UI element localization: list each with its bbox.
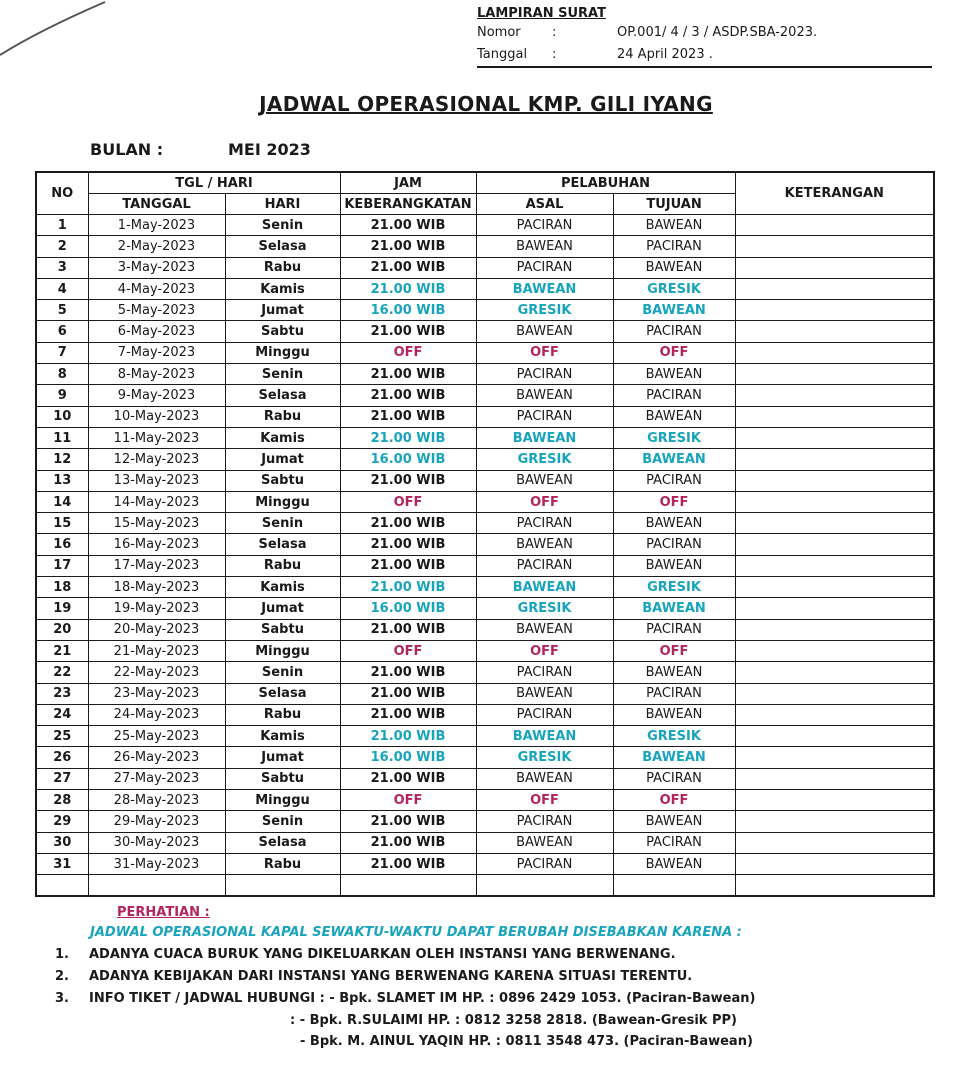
row-keterangan [735, 257, 934, 278]
row-keterangan [735, 364, 934, 385]
table-row [36, 853, 934, 874]
header-keterangan: KETERANGAN [735, 172, 934, 215]
row-destination: PACIRAN [613, 832, 735, 853]
row-destination: OFF [613, 790, 735, 811]
table-row [36, 747, 934, 768]
row-day: Minggu [225, 790, 340, 811]
row-destination: PACIRAN [613, 683, 735, 704]
table-row [36, 577, 934, 598]
row-keterangan [735, 406, 934, 427]
row-day: Jumat [225, 747, 340, 768]
contact-line-3: - Bpk. M. AINUL YAQIN HP. : 0811 3548 473. (Paciran-Bawean) [300, 1034, 753, 1049]
row-day: Minggu [225, 342, 340, 363]
table-row [36, 491, 934, 512]
row-origin: BAWEAN [476, 427, 613, 448]
row-departure-time: 16.00 WIB [340, 449, 476, 470]
bulan-value: MEI 2023 [228, 140, 311, 159]
tanggal-value: 24 April 2023 . [617, 47, 713, 62]
row-origin: PACIRAN [476, 704, 613, 725]
header-no: NO [36, 172, 88, 215]
row-day: Jumat [225, 300, 340, 321]
row-day: Rabu [225, 555, 340, 576]
row-number: 31 [36, 853, 88, 874]
row-departure-time: 21.00 WIB [340, 811, 476, 832]
table-row [36, 321, 934, 342]
row-departure-time: 21.00 WIB [340, 768, 476, 789]
row-departure-time: 16.00 WIB [340, 747, 476, 768]
row-date: 13-May-2023 [88, 470, 225, 491]
table-row [36, 640, 934, 661]
perhatian-heading: PERHATIAN : [117, 905, 210, 920]
row-number: 7 [36, 342, 88, 363]
row-keterangan [735, 342, 934, 363]
row-keterangan [735, 321, 934, 342]
row-date: 8-May-2023 [88, 364, 225, 385]
row-date: 4-May-2023 [88, 278, 225, 299]
header-jam: JAM [340, 172, 476, 194]
note-number: 3. [55, 991, 69, 1006]
row-day: Sabtu [225, 470, 340, 491]
row-origin: BAWEAN [476, 726, 613, 747]
row-departure-time: 21.00 WIB [340, 704, 476, 725]
empty-cell [36, 875, 88, 897]
tanggal-label: Tanggal [477, 47, 528, 62]
row-number: 5 [36, 300, 88, 321]
row-date: 20-May-2023 [88, 619, 225, 640]
table-row [36, 768, 934, 789]
row-number: 8 [36, 364, 88, 385]
row-number: 1 [36, 215, 88, 236]
row-origin: BAWEAN [476, 768, 613, 789]
row-origin: PACIRAN [476, 662, 613, 683]
header-divider [477, 66, 932, 68]
row-keterangan [735, 662, 934, 683]
row-date: 5-May-2023 [88, 300, 225, 321]
row-destination: BAWEAN [613, 449, 735, 470]
row-date: 25-May-2023 [88, 726, 225, 747]
row-origin: BAWEAN [476, 470, 613, 491]
table-row [36, 662, 934, 683]
row-origin: GRESIK [476, 449, 613, 470]
row-destination: PACIRAN [613, 619, 735, 640]
row-departure-time: 21.00 WIB [340, 257, 476, 278]
header-tanggal: TANGGAL [88, 194, 225, 215]
row-origin: GRESIK [476, 598, 613, 619]
row-destination: BAWEAN [613, 215, 735, 236]
row-origin: PACIRAN [476, 364, 613, 385]
row-keterangan [735, 853, 934, 874]
row-departure-time: 21.00 WIB [340, 683, 476, 704]
row-day: Kamis [225, 577, 340, 598]
row-day: Sabtu [225, 321, 340, 342]
row-number: 27 [36, 768, 88, 789]
row-keterangan [735, 790, 934, 811]
row-origin: PACIRAN [476, 406, 613, 427]
row-day: Sabtu [225, 768, 340, 789]
row-date: 27-May-2023 [88, 768, 225, 789]
row-origin: PACIRAN [476, 811, 613, 832]
row-destination: OFF [613, 491, 735, 512]
table-row [36, 811, 934, 832]
row-departure-time: OFF [340, 640, 476, 661]
row-keterangan [735, 640, 934, 661]
row-number: 3 [36, 257, 88, 278]
row-number: 16 [36, 534, 88, 555]
row-destination: BAWEAN [613, 300, 735, 321]
empty-cell [225, 875, 340, 897]
table-row [36, 342, 934, 363]
row-day: Jumat [225, 449, 340, 470]
row-origin: BAWEAN [476, 534, 613, 555]
row-destination: BAWEAN [613, 257, 735, 278]
row-destination: BAWEAN [613, 662, 735, 683]
row-number: 9 [36, 385, 88, 406]
row-day: Senin [225, 215, 340, 236]
note-text: ADANYA CUACA BURUK YANG DIKELUARKAN OLEH INSTANSI YANG BERWENANG. [89, 947, 676, 962]
row-keterangan [735, 768, 934, 789]
row-number: 25 [36, 726, 88, 747]
row-day: Selasa [225, 236, 340, 257]
row-keterangan [735, 427, 934, 448]
pen-stroke-mark [0, 0, 110, 70]
row-day: Senin [225, 364, 340, 385]
row-origin: OFF [476, 491, 613, 512]
row-keterangan [735, 577, 934, 598]
row-origin: BAWEAN [476, 321, 613, 342]
row-departure-time: 21.00 WIB [340, 577, 476, 598]
row-number: 15 [36, 513, 88, 534]
row-date: 9-May-2023 [88, 385, 225, 406]
row-destination: GRESIK [613, 278, 735, 299]
page-title: JADWAL OPERASIONAL KMP. GILI IYANG [259, 92, 713, 116]
row-keterangan [735, 385, 934, 406]
row-departure-time: 21.00 WIB [340, 278, 476, 299]
row-keterangan [735, 534, 934, 555]
empty-cell [735, 875, 934, 897]
row-departure-time: 21.00 WIB [340, 470, 476, 491]
empty-cell [476, 875, 613, 897]
row-origin: BAWEAN [476, 619, 613, 640]
row-number: 20 [36, 619, 88, 640]
row-departure-time: OFF [340, 790, 476, 811]
row-departure-time: 21.00 WIB [340, 534, 476, 555]
row-day: Senin [225, 662, 340, 683]
row-departure-time: 21.00 WIB [340, 726, 476, 747]
table-row [36, 704, 934, 725]
table-row [36, 406, 934, 427]
row-destination: BAWEAN [613, 406, 735, 427]
table-row [36, 278, 934, 299]
table-row [36, 257, 934, 278]
row-origin: OFF [476, 342, 613, 363]
row-destination: BAWEAN [613, 853, 735, 874]
table-row [36, 470, 934, 491]
row-departure-time: 21.00 WIB [340, 427, 476, 448]
row-date: 22-May-2023 [88, 662, 225, 683]
row-keterangan [735, 726, 934, 747]
table-row [36, 683, 934, 704]
row-origin: PACIRAN [476, 555, 613, 576]
row-day: Kamis [225, 726, 340, 747]
row-departure-time: 21.00 WIB [340, 832, 476, 853]
row-origin: OFF [476, 640, 613, 661]
row-origin: PACIRAN [476, 513, 613, 534]
row-departure-time: OFF [340, 491, 476, 512]
row-date: 26-May-2023 [88, 747, 225, 768]
row-destination: BAWEAN [613, 704, 735, 725]
row-departure-time: 16.00 WIB [340, 300, 476, 321]
header-tgl-hari: TGL / HARI [88, 172, 340, 194]
row-origin: PACIRAN [476, 257, 613, 278]
row-date: 21-May-2023 [88, 640, 225, 661]
row-keterangan [735, 215, 934, 236]
header-tujuan: TUJUAN [613, 194, 735, 215]
row-origin: BAWEAN [476, 278, 613, 299]
row-destination: BAWEAN [613, 747, 735, 768]
row-number: 17 [36, 555, 88, 576]
row-number: 4 [36, 278, 88, 299]
bulan-line [90, 140, 311, 159]
table-row [36, 364, 934, 385]
row-keterangan [735, 300, 934, 321]
row-departure-time: 21.00 WIB [340, 364, 476, 385]
row-day: Senin [225, 811, 340, 832]
row-number: 22 [36, 662, 88, 683]
row-date: 6-May-2023 [88, 321, 225, 342]
row-departure-time: 21.00 WIB [340, 619, 476, 640]
table-row [36, 790, 934, 811]
row-date: 10-May-2023 [88, 406, 225, 427]
header-keberangkatan: KEBERANGKATAN [340, 194, 476, 215]
row-destination: GRESIK [613, 577, 735, 598]
row-origin: GRESIK [476, 300, 613, 321]
row-day: Rabu [225, 853, 340, 874]
row-departure-time: 21.00 WIB [340, 236, 476, 257]
row-keterangan [735, 491, 934, 512]
row-destination: PACIRAN [613, 470, 735, 491]
row-date: 3-May-2023 [88, 257, 225, 278]
row-day: Kamis [225, 278, 340, 299]
notice-text: JADWAL OPERASIONAL KAPAL SEWAKTU-WAKTU DAPAT BERUBAH DISEBABKAN KARENA : [90, 925, 742, 940]
table-row-empty [36, 875, 934, 897]
row-destination: BAWEAN [613, 364, 735, 385]
row-day: Selasa [225, 534, 340, 555]
row-keterangan [735, 513, 934, 534]
row-date: 28-May-2023 [88, 790, 225, 811]
row-destination: BAWEAN [613, 513, 735, 534]
row-date: 19-May-2023 [88, 598, 225, 619]
row-departure-time: 21.00 WIB [340, 406, 476, 427]
row-day: Minggu [225, 491, 340, 512]
row-number: 13 [36, 470, 88, 491]
note-number: 1. [55, 947, 69, 962]
row-departure-time: OFF [340, 342, 476, 363]
row-destination: BAWEAN [613, 555, 735, 576]
table-row [36, 619, 934, 640]
row-date: 2-May-2023 [88, 236, 225, 257]
row-keterangan [735, 598, 934, 619]
row-date: 29-May-2023 [88, 811, 225, 832]
row-keterangan [735, 470, 934, 491]
row-day: Sabtu [225, 619, 340, 640]
row-keterangan [735, 747, 934, 768]
note-number: 2. [55, 969, 69, 984]
contact-line-2: : - Bpk. R.SULAIMI HP. : 0812 3258 2818. (Bawean-Gresik PP) [290, 1013, 737, 1028]
lampiran-title: LAMPIRAN SURAT [477, 6, 606, 21]
row-origin: OFF [476, 790, 613, 811]
row-date: 16-May-2023 [88, 534, 225, 555]
row-number: 10 [36, 406, 88, 427]
row-departure-time: 21.00 WIB [340, 215, 476, 236]
table-row [36, 534, 934, 555]
row-destination: PACIRAN [613, 321, 735, 342]
header-pelabuhan: PELABUHAN [476, 172, 735, 194]
row-origin: BAWEAN [476, 385, 613, 406]
row-number: 21 [36, 640, 88, 661]
note-text: INFO TIKET / JADWAL HUBUNGI : - Bpk. SLAMET IM HP. : 0896 2429 1053. (Paciran-Bawean) [89, 991, 756, 1006]
table-row [36, 513, 934, 534]
row-destination: BAWEAN [613, 811, 735, 832]
row-number: 6 [36, 321, 88, 342]
row-number: 28 [36, 790, 88, 811]
row-number: 18 [36, 577, 88, 598]
bulan-label: BULAN : [90, 140, 164, 159]
table-row [36, 555, 934, 576]
table-row [36, 449, 934, 470]
row-keterangan [735, 811, 934, 832]
row-number: 11 [36, 427, 88, 448]
row-origin: GRESIK [476, 747, 613, 768]
row-day: Selasa [225, 385, 340, 406]
row-destination: PACIRAN [613, 236, 735, 257]
table-row [36, 832, 934, 853]
row-day: Minggu [225, 640, 340, 661]
schedule-table [35, 171, 935, 897]
row-keterangan [735, 683, 934, 704]
row-departure-time: 21.00 WIB [340, 555, 476, 576]
row-day: Senin [225, 513, 340, 534]
row-date: 7-May-2023 [88, 342, 225, 363]
row-number: 26 [36, 747, 88, 768]
row-departure-time: 16.00 WIB [340, 598, 476, 619]
row-day: Rabu [225, 704, 340, 725]
row-number: 29 [36, 811, 88, 832]
row-date: 30-May-2023 [88, 832, 225, 853]
row-departure-time: 21.00 WIB [340, 853, 476, 874]
row-day: Rabu [225, 257, 340, 278]
row-keterangan [735, 449, 934, 470]
row-date: 18-May-2023 [88, 577, 225, 598]
row-date: 1-May-2023 [88, 215, 225, 236]
row-keterangan [735, 832, 934, 853]
row-date: 11-May-2023 [88, 427, 225, 448]
row-origin: PACIRAN [476, 853, 613, 874]
table-row [36, 427, 934, 448]
row-destination: PACIRAN [613, 385, 735, 406]
header-hari: HARI [225, 194, 340, 215]
nomor-value: OP.001/ 4 / 3 / ASDP.SBA-2023. [617, 25, 818, 40]
row-date: 31-May-2023 [88, 853, 225, 874]
row-number: 23 [36, 683, 88, 704]
row-destination: OFF [613, 640, 735, 661]
row-day: Selasa [225, 832, 340, 853]
tanggal-colon: : [552, 47, 557, 62]
table-row [36, 300, 934, 321]
row-origin: BAWEAN [476, 683, 613, 704]
table-row [36, 385, 934, 406]
nomor-colon: : [552, 25, 557, 40]
row-origin: PACIRAN [476, 215, 613, 236]
row-destination: BAWEAN [613, 598, 735, 619]
row-number: 12 [36, 449, 88, 470]
row-date: 17-May-2023 [88, 555, 225, 576]
row-date: 14-May-2023 [88, 491, 225, 512]
lampiran-surat-block [477, 6, 937, 69]
row-origin: BAWEAN [476, 832, 613, 853]
row-number: 19 [36, 598, 88, 619]
row-date: 15-May-2023 [88, 513, 225, 534]
table-row [36, 215, 934, 236]
row-keterangan [735, 619, 934, 640]
row-departure-time: 21.00 WIB [340, 513, 476, 534]
row-keterangan [735, 704, 934, 725]
row-destination: OFF [613, 342, 735, 363]
row-day: Jumat [225, 598, 340, 619]
row-departure-time: 21.00 WIB [340, 321, 476, 342]
row-date: 24-May-2023 [88, 704, 225, 725]
row-number: 2 [36, 236, 88, 257]
row-keterangan [735, 236, 934, 257]
row-destination: PACIRAN [613, 534, 735, 555]
row-departure-time: 21.00 WIB [340, 662, 476, 683]
row-destination: GRESIK [613, 726, 735, 747]
row-day: Rabu [225, 406, 340, 427]
table-row [36, 726, 934, 747]
row-keterangan [735, 278, 934, 299]
nomor-label: Nomor [477, 25, 521, 40]
note-text: ADANYA KEBIJAKAN DARI INSTANSI YANG BERWENANG KARENA SITUASI TERENTU. [89, 969, 693, 984]
empty-cell [340, 875, 476, 897]
table-row [36, 236, 934, 257]
schedule-body [36, 215, 934, 897]
row-day: Kamis [225, 427, 340, 448]
empty-cell [88, 875, 225, 897]
header-asal: ASAL [476, 194, 613, 215]
row-origin: BAWEAN [476, 577, 613, 598]
row-day: Selasa [225, 683, 340, 704]
row-date: 23-May-2023 [88, 683, 225, 704]
empty-cell [613, 875, 735, 897]
row-departure-time: 21.00 WIB [340, 385, 476, 406]
row-destination: GRESIK [613, 427, 735, 448]
row-number: 14 [36, 491, 88, 512]
nomor-row [477, 25, 937, 47]
row-date: 12-May-2023 [88, 449, 225, 470]
table-row [36, 598, 934, 619]
row-number: 30 [36, 832, 88, 853]
row-number: 24 [36, 704, 88, 725]
row-origin: BAWEAN [476, 236, 613, 257]
row-destination: PACIRAN [613, 768, 735, 789]
row-keterangan [735, 555, 934, 576]
